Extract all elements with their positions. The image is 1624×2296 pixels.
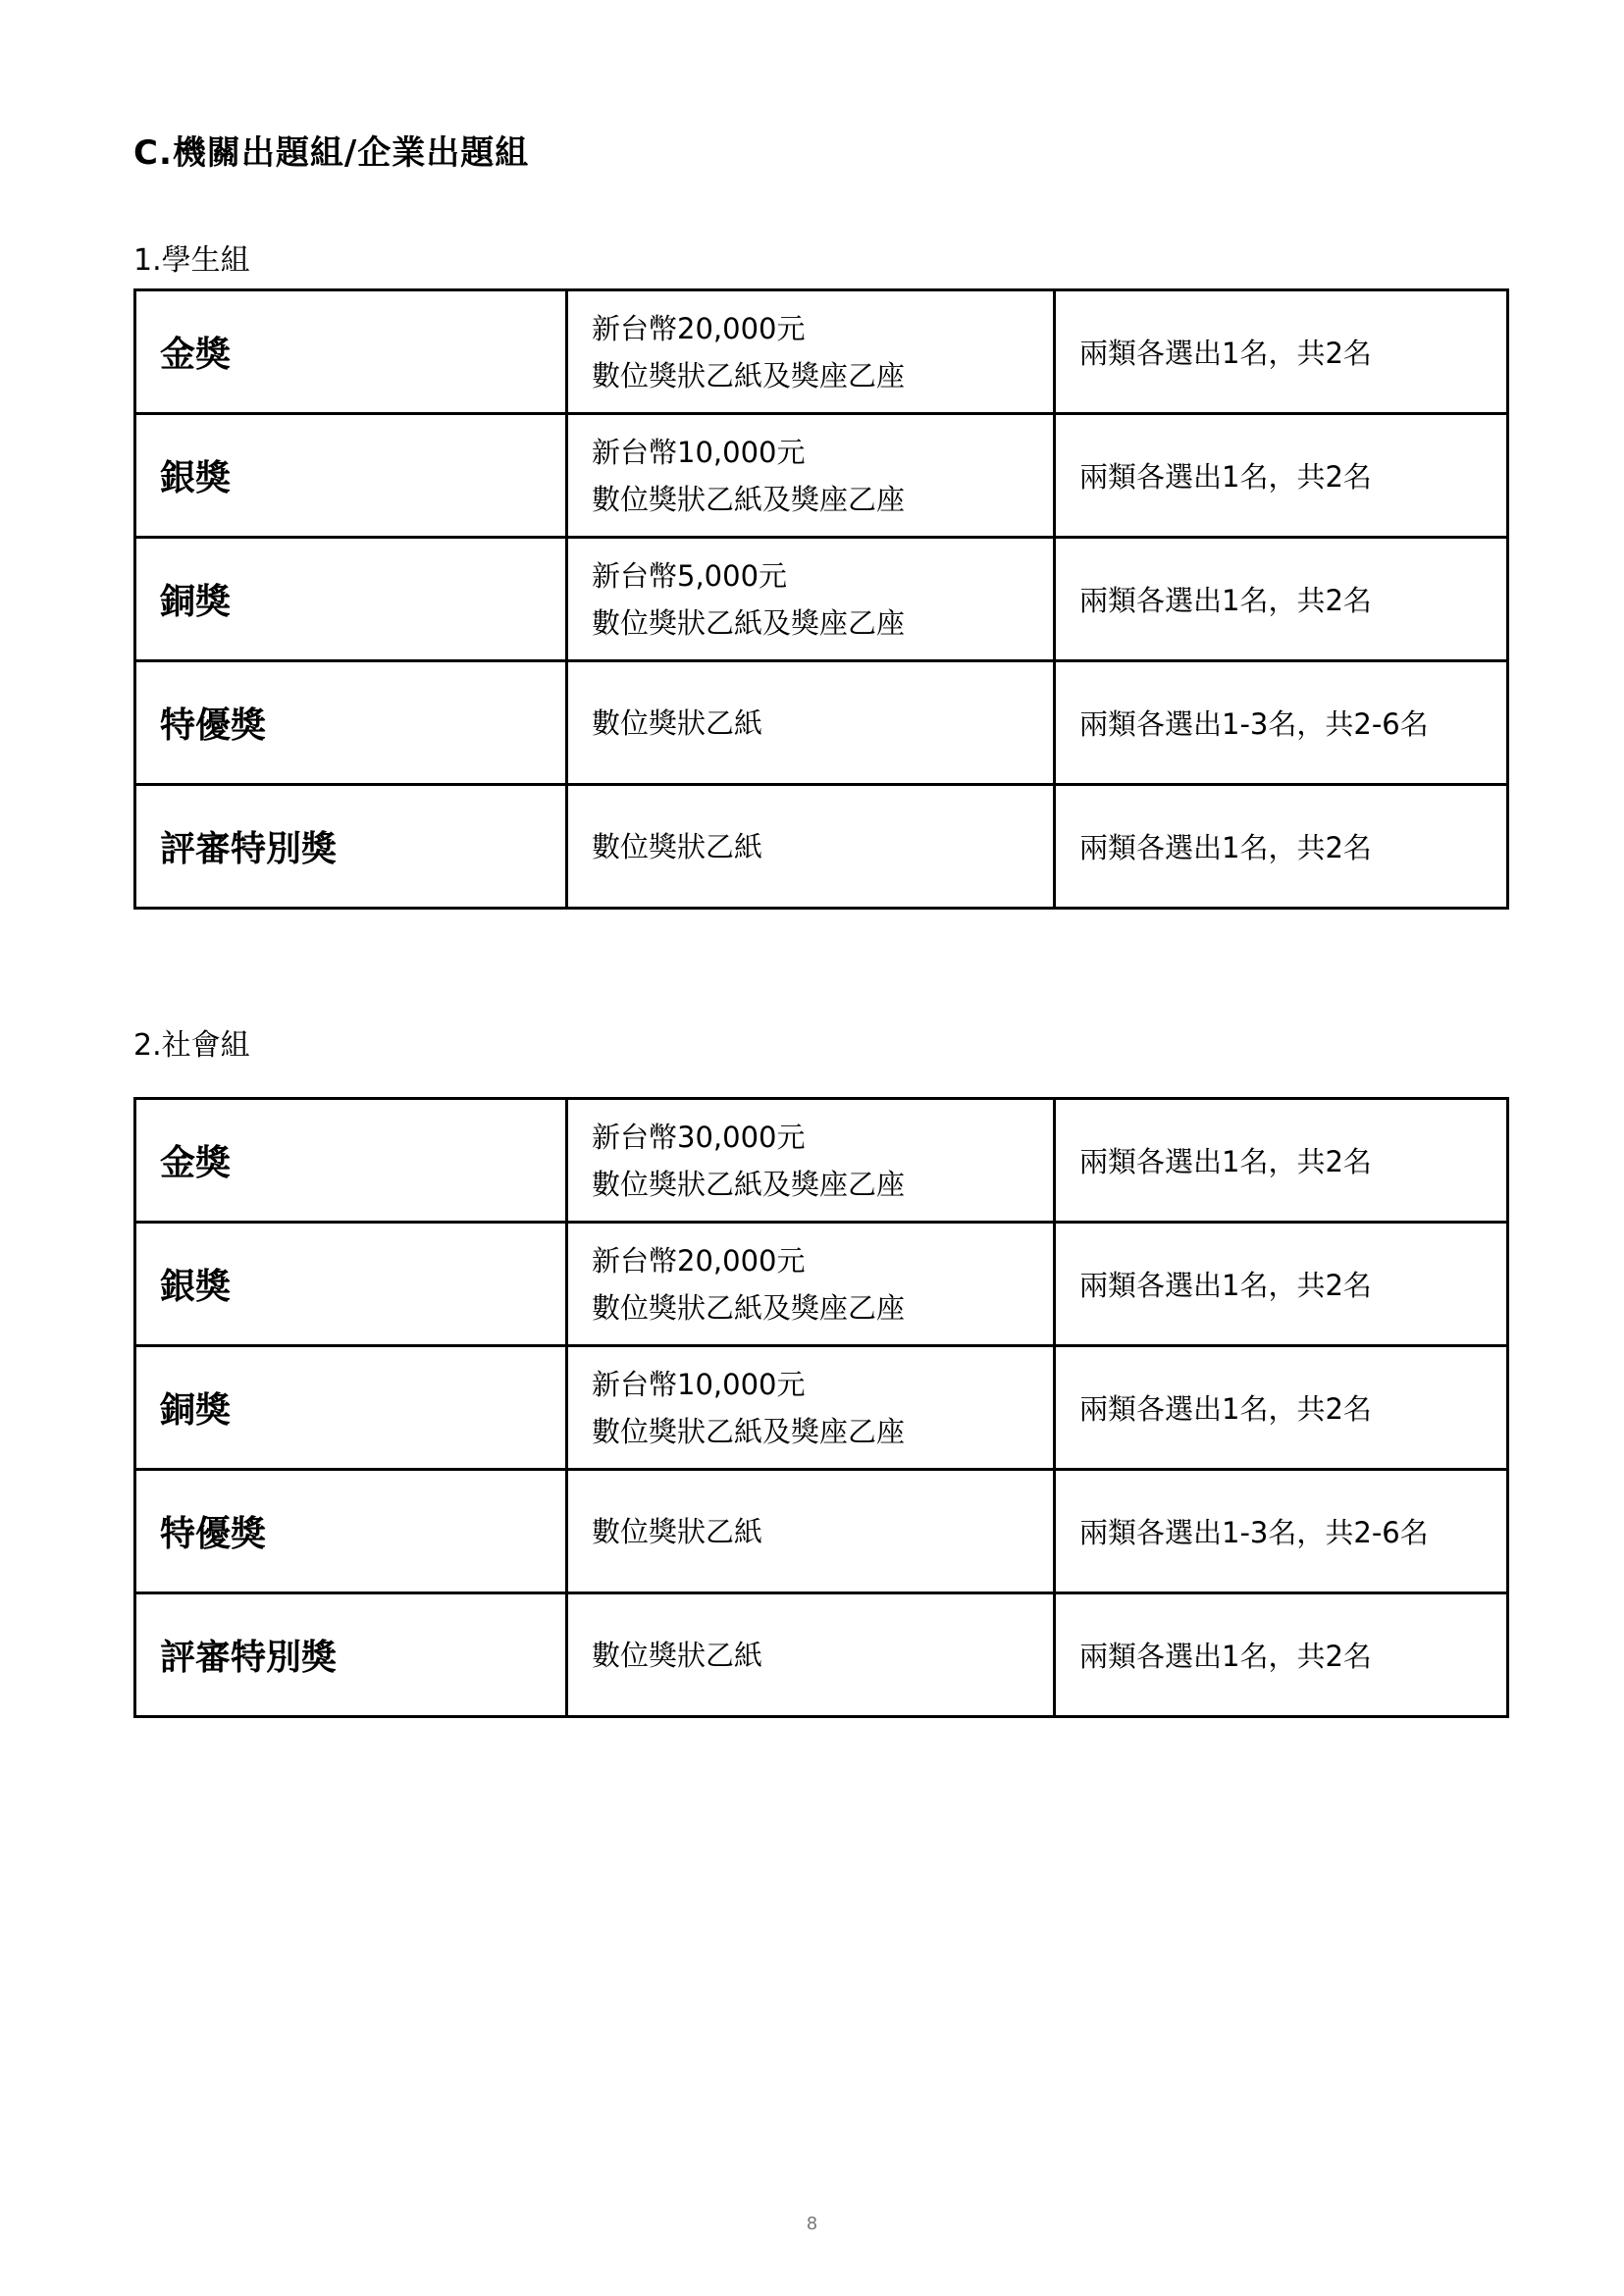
prize-items: 數位獎狀乙紙及獎座乙座 xyxy=(592,358,906,392)
table-row xyxy=(135,1223,1508,1346)
prize-items: 數位獎狀乙紙及獎座乙座 xyxy=(592,605,906,640)
award-name: 銅獎 xyxy=(135,538,567,661)
prize-cell xyxy=(567,538,1055,661)
award-name: 特優獎 xyxy=(135,661,567,785)
student-group-title: 1.學生組 xyxy=(133,243,250,278)
table-row xyxy=(135,414,1508,538)
section-title: C.機關出題組/企業出題組 xyxy=(133,133,530,173)
table-row xyxy=(135,1470,1508,1593)
award-name: 銀獎 xyxy=(135,1223,567,1346)
prize-items: 數位獎狀乙紙及獎座乙座 xyxy=(592,1167,906,1201)
quota-cell: 兩類各選出1名，共2名 xyxy=(1055,290,1508,414)
prize-cell xyxy=(567,1346,1055,1470)
prize-cell xyxy=(567,414,1055,538)
prize-cell xyxy=(567,290,1055,414)
award-name: 金獎 xyxy=(135,1099,567,1223)
prize-amount: 新台幣10,000元 xyxy=(592,435,806,469)
prize-cell xyxy=(567,785,1055,909)
public-awards-table xyxy=(133,1097,1509,1718)
table-row xyxy=(135,1593,1508,1717)
prize-cell xyxy=(567,661,1055,785)
award-name: 銅獎 xyxy=(135,1346,567,1470)
student-awards-table xyxy=(133,288,1509,910)
public-group-title: 2.社會組 xyxy=(133,1028,250,1063)
prize-cell xyxy=(567,1470,1055,1593)
prize-amount: 數位獎狀乙紙 xyxy=(592,705,763,740)
award-name: 金獎 xyxy=(135,290,567,414)
quota-cell: 兩類各選出1名，共2名 xyxy=(1055,538,1508,661)
quota-cell: 兩類各選出1名，共2名 xyxy=(1055,1223,1508,1346)
award-name: 特優獎 xyxy=(135,1470,567,1593)
quota-cell: 兩類各選出1-3名，共2-6名 xyxy=(1055,661,1508,785)
prize-amount: 新台幣30,000元 xyxy=(592,1120,806,1154)
quota-cell: 兩類各選出1-3名，共2-6名 xyxy=(1055,1470,1508,1593)
prize-amount: 新台幣10,000元 xyxy=(592,1367,806,1401)
quota-cell: 兩類各選出1名，共2名 xyxy=(1055,785,1508,909)
table-row xyxy=(135,1099,1508,1223)
award-name: 評審特別獎 xyxy=(135,1593,567,1717)
prize-amount: 數位獎狀乙紙 xyxy=(592,1638,763,1672)
quota-cell: 兩類各選出1名，共2名 xyxy=(1055,1099,1508,1223)
prize-items: 數位獎狀乙紙及獎座乙座 xyxy=(592,482,906,516)
quota-cell: 兩類各選出1名，共2名 xyxy=(1055,414,1508,538)
prize-cell xyxy=(567,1099,1055,1223)
award-name: 銀獎 xyxy=(135,414,567,538)
award-name: 評審特別獎 xyxy=(135,785,567,909)
table-row xyxy=(135,1346,1508,1470)
quota-cell: 兩類各選出1名，共2名 xyxy=(1055,1593,1508,1717)
table-row xyxy=(135,785,1508,909)
prize-cell xyxy=(567,1593,1055,1717)
prize-items: 數位獎狀乙紙及獎座乙座 xyxy=(592,1290,906,1325)
prize-amount: 新台幣5,000元 xyxy=(592,558,788,593)
quota-cell: 兩類各選出1名，共2名 xyxy=(1055,1346,1508,1470)
prize-amount: 數位獎狀乙紙 xyxy=(592,1514,763,1548)
prize-items: 數位獎狀乙紙及獎座乙座 xyxy=(592,1414,906,1448)
table-row xyxy=(135,661,1508,785)
prize-amount: 數位獎狀乙紙 xyxy=(592,829,763,863)
prize-cell xyxy=(567,1223,1055,1346)
page-number: 8 xyxy=(806,2214,818,2234)
table-row xyxy=(135,538,1508,661)
table-row xyxy=(135,290,1508,414)
prize-amount: 新台幣20,000元 xyxy=(592,1243,806,1278)
prize-amount: 新台幣20,000元 xyxy=(592,311,806,345)
